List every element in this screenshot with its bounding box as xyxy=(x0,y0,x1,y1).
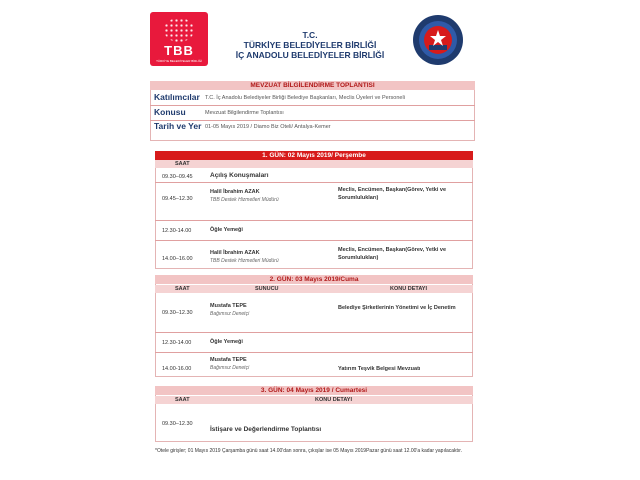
logo-text: TBB xyxy=(164,43,194,58)
time-cell: 09.45–12.30 xyxy=(162,196,193,202)
speaker-role: Bağımsız Denetçi xyxy=(210,365,250,371)
time-cell: 14.00-16.00 xyxy=(162,366,192,372)
col-sunucu: SUNUCU xyxy=(255,286,279,292)
header-line-2: TÜRKİYE BELEDİYELER BİRLİĞİ xyxy=(243,40,377,50)
time-cell: 12.30-14.00 xyxy=(162,340,192,346)
day-3-title: 3. GÜN: 04 Mayıs 2019 / Cumartesi xyxy=(155,386,473,395)
day-1-column-header xyxy=(155,160,473,168)
col-konu: KONU DETAYI xyxy=(390,286,427,292)
speaker-name: Mustafa TEPE xyxy=(210,303,247,309)
info-title: MEVZUAT BİLGİLENDİRME TOPLANTISI xyxy=(150,81,475,90)
day-2-column-header xyxy=(155,285,473,293)
info-label-subject: Konusu xyxy=(154,107,186,117)
time-cell: 09.30–12.30 xyxy=(162,310,193,316)
speaker-role: TBB Destek Hizmetleri Müdürü xyxy=(210,258,279,264)
session-name: Öğle Yemeği xyxy=(210,227,243,233)
col-saat: SAAT xyxy=(175,286,190,292)
info-value-date-place: 01-05 Mayıs 2019 / Diamo Biz Oteli/ Antalya-Kemer xyxy=(205,124,331,130)
time-cell: 09.30–12.30 xyxy=(162,421,193,427)
speaker-role: Bağımsız Denetçi xyxy=(210,311,250,317)
day-3-column-header xyxy=(155,396,473,404)
info-value-participants: T.C. İç Anadolu Belediyeler Birliği Belediye Başkanları, Meclis Üyeleri ve Personeli xyxy=(205,95,405,101)
col-konu: KONU DETAYI xyxy=(315,397,352,403)
topic-cell: Yatırım Teşvik Belgesi Mevzuatı xyxy=(338,366,421,372)
info-block xyxy=(150,81,475,141)
topic-cell: Meclis, Encümen, Başkan(Görev, Yetki ve Sorumlulukları) xyxy=(338,247,447,261)
info-value-subject: Mevzuat Bilgilendirme Toplantısı xyxy=(205,110,284,116)
session-name: Açılış Konuşmaları xyxy=(210,172,269,179)
speaker-name: Halil İbrahim AZAK xyxy=(210,189,260,195)
logo-subtext: TÜRKİYE BELEDİYELER BİRLİĞİ xyxy=(156,59,202,63)
footnote: *Otele girişler; 01 Mayıs 2019 Çarşamba günü saat 14.00'dan sonra, çıkışlar ise 05 Mayıs 2019Pazar günü saat 12.00'a kadar yapılacaktır. xyxy=(155,448,463,454)
header-line-1: T.C. xyxy=(302,30,318,40)
session-name: Öğle Yemeği xyxy=(210,339,243,345)
topic-cell: Belediye Şirketlerinin Yönetimi ve İç Denetim xyxy=(338,305,456,311)
info-label-date-place: Tarih ve Yer xyxy=(154,121,202,131)
union-seal-icon xyxy=(412,14,464,66)
time-cell: 14.00–16.00 xyxy=(162,256,193,262)
logo-dots-icon xyxy=(164,18,194,42)
speaker-name: Mustafa TEPE xyxy=(210,357,247,363)
time-cell: 12.30-14.00 xyxy=(162,228,192,234)
col-saat: SAAT xyxy=(175,397,190,403)
day-1-title: 1. GÜN: 02 Mayıs 2019/ Perşembe xyxy=(155,151,473,160)
header-line-3: İÇ ANADOLU BELEDİYELER BİRLİĞİ xyxy=(235,50,385,60)
speaker-name: Halil İbrahim AZAK xyxy=(210,250,260,256)
day-2-title: 2. GÜN: 03 Mayıs 2019/Cuma xyxy=(155,275,473,284)
time-cell: 09.30–09.45 xyxy=(162,174,193,180)
col-saat: SAAT xyxy=(175,161,190,167)
tbb-logo xyxy=(150,12,208,66)
speaker-role: TBB Destek Hizmetleri Müdürü xyxy=(210,197,279,203)
info-label-participants: Katılımcılar xyxy=(154,92,200,102)
topic-cell: Meclis, Encümen, Başkan(Görev, Yetki ve Sorumlulukları) xyxy=(338,187,447,201)
session-name: İstişare ve Değerlendirme Toplantısı xyxy=(210,426,322,433)
